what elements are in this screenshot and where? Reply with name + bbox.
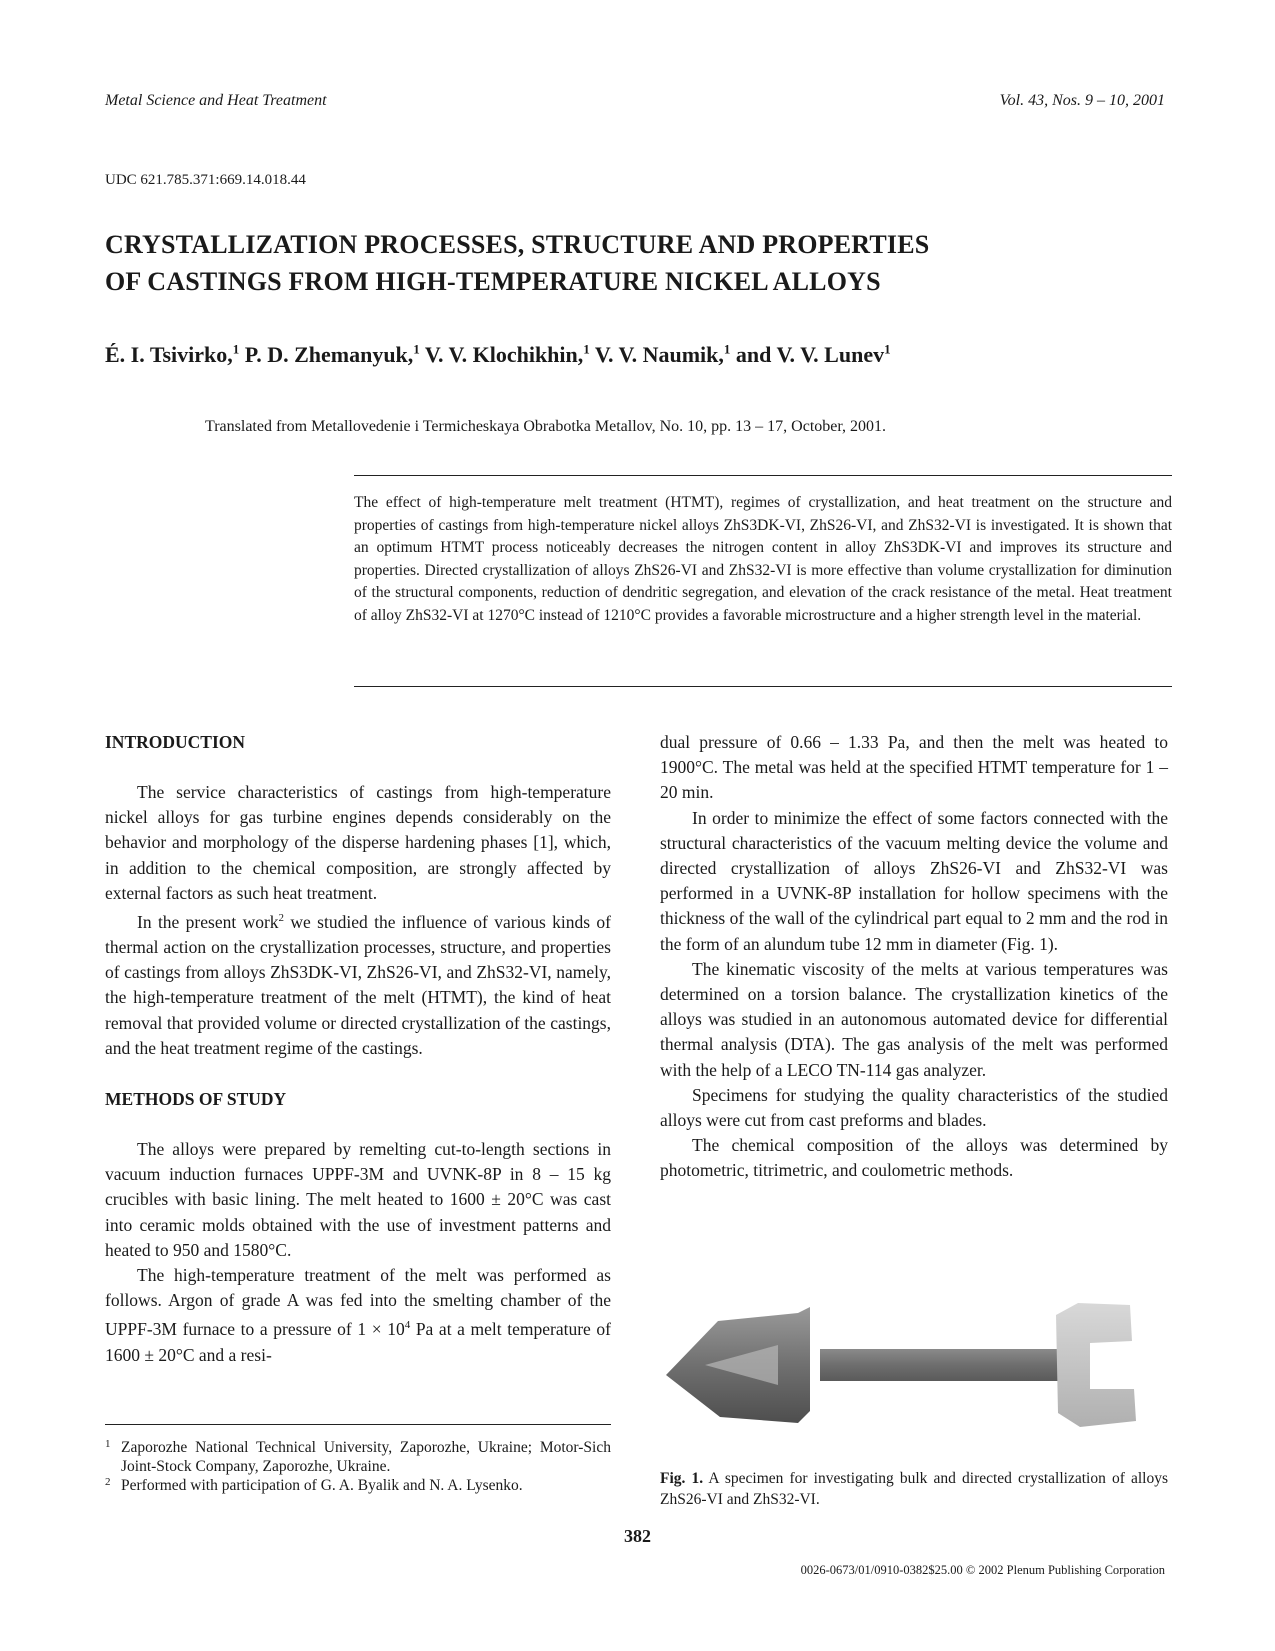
paragraph-text: we studied the influence of various kinds of thermal action on the crystallization processes, structure, and properties of castings from alloys ZhS3DK-VI, ZhS26-VI, and ZhS32-VI, namely, the high-temperature treatment of the melt (HTMT), the kind of heat removal that provided volume or directed crystallization of the castings, and the heat treatment regime of the castings. (105, 911, 611, 1058)
author (245, 342, 420, 367)
specimen-rod (820, 1349, 1070, 1381)
translation-note: Translated from Metallovedenie i Termicheskaya Obrabotka Metallov, No. 10, pp. 13 – 17, October, 2001. (205, 418, 887, 435)
title-line-1: CRYSTALLIZATION PROCESSES, STRUCTURE AND PROPERTIES (105, 230, 930, 259)
affiliation-mark: 1 (884, 342, 891, 357)
author-name: P. D. Zhemanyuk, (244, 342, 414, 368)
paragraph-text: Pa at a melt temperature of 1600 ± 20°C and a resi- (105, 1319, 611, 1365)
paragraph (105, 1263, 611, 1368)
author-name: É. I. Tsivirko, (105, 342, 233, 368)
footnote-rule (105, 1424, 611, 1425)
affiliation-mark: 1 (583, 342, 590, 357)
footnote-mark: 1 (105, 1438, 111, 1450)
paragraph: Specimens for studying the quality characteristics of the studied alloys were cut from cast preforms and blades. (660, 1084, 1168, 1131)
title-line-2: OF CASTINGS FROM HIGH-TEMPERATURE NICKEL ALLOYS (105, 267, 881, 296)
volume-info: Vol. 43, Nos. 9 – 10, 2001 (999, 92, 1165, 109)
footnote (105, 1476, 611, 1495)
author (736, 342, 891, 367)
author-name: and V. V. Lunev (735, 342, 885, 368)
paragraph-text: The high-temperature treatment of the melt was performed as follows. Argon of grade A was fed into the smelting chamber of the UPPF-3M furnace to a pressure of 1 × 10 (105, 1265, 611, 1340)
footnote-mark: 2 (105, 1476, 111, 1488)
affiliation-mark: 1 (723, 342, 731, 357)
figure-label: Fig. 1. (660, 1470, 704, 1487)
author (595, 342, 731, 367)
author-name: V. V. Klochikhin, (424, 342, 584, 368)
abstract-bottom-rule (354, 686, 1172, 687)
footnote-text: Performed with participation of G. A. Byalik and N. A. Lysenko. (121, 1477, 523, 1494)
author-name: V. V. Naumik, (594, 342, 724, 368)
footnote (105, 1438, 611, 1476)
specimen-figure (660, 1293, 1168, 1458)
paragraph-text: In the present work (137, 911, 279, 932)
section-heading-methods: METHODS OF STUDY (105, 1089, 287, 1110)
footnote-ref: 2 (278, 912, 285, 925)
abstract-top-rule (354, 475, 1172, 476)
paragraph: The service characteristics of castings from high-temperature nickel alloys for gas turbine engines depends considerably on the behavior and morphology of the disperse hardening phases [1], which, in addition to the chemical composition, are strongly affected by external factors as such heat treatment. (105, 782, 611, 903)
author-list (105, 342, 891, 368)
affiliation-mark: 1 (232, 342, 240, 357)
section-heading-introduction: INTRODUCTION (105, 732, 246, 752)
exponent: 4 (404, 1319, 411, 1332)
specimen-right-notch (1098, 1345, 1136, 1385)
author (105, 342, 239, 367)
figure-caption-text: A specimen for investigating bulk and directed crystallization of alloys ZhS26-VI and ZhS32-VI. (660, 1470, 1168, 1508)
page-number: 382 (624, 1526, 651, 1546)
paragraph: dual pressure of 0.66 – 1.33 Pa, and then the melt was heated to 1900°C. The metal was held at the specified HTMT temperature for 1 – 20 min. (660, 732, 1168, 803)
footnote-text: Zaporozhe National Technical University, Zaporozhe, Ukraine; Motor-Sich Joint-Stock Company, Zaporozhe, Ukraine. (121, 1439, 611, 1475)
footnotes (105, 1438, 611, 1495)
right-column (660, 730, 1168, 1184)
abstract: The effect of high-temperature melt treatment (HTMT), regimes of crystallization, and heat treatment on the structure and properties of castings from high-temperature nickel alloys ZhS3DK-VI, ZhS26-VI, and ZhS32-VI is investigated. It is shown that an optimum HTMT process noticeably decreases the nitrogen content in alloy ZhS3DK-VI and improves its structure and properties. Directed crystallization of alloys ZhS26-VI and ZhS32-VI is more effective than volume crystallization for diminution of the structural components, reduction of dendritic segregation, and elevation of the crack resistance of the metal. Heat treatment of alloy ZhS32-VI at 1270°C instead of 1210°C provides a favorable microstructure and a higher strength level in the material. (354, 494, 1172, 624)
affiliation-mark: 1 (413, 342, 420, 357)
paragraph (105, 906, 611, 1061)
copyright-line: 0026-0673/01/0910-0382$25.00 © 2002 Plenum Publishing Corporation (800, 1563, 1165, 1577)
paragraph: The chemical composition of the alloys was determined by photometric, titrimetric, and coulometric methods. (660, 1135, 1168, 1181)
left-column (105, 730, 611, 1368)
author (425, 342, 590, 367)
figure-caption (660, 1468, 1168, 1510)
paragraph: The alloys were prepared by remelting cut-to-length sections in vacuum induction furnaces UPPF-3M and UVNK-8P in 8 – 15 kg crucibles with basic lining. The melt heated to 1600 ± 20°C was cast into ceramic molds obtained with the use of investment patterns and heated to 950 and 1580°C. (105, 1139, 611, 1260)
udc-code: UDC 621.785.371:669.14.018.44 (105, 172, 306, 188)
paper-title (105, 226, 1105, 300)
paragraph: The kinematic viscosity of the melts at various temperatures was determined on a torsion balance. The crystallization kinetics of the alloys was studied in an autonomous automated device for differential thermal analysis (DTA). The gas analysis of the melt was performed with the help of a LECO TN-114 gas analyzer. (660, 958, 1168, 1080)
journal-name: Metal Science and Heat Treatment (105, 92, 327, 109)
paragraph: In order to minimize the effect of some factors connected with the structural characteristics of the vacuum melting device the volume and directed crystallization of alloys ZhS26-VI and ZhS32-VI was performed in a UVNK-8P installation for hollow specimens with the thickness of the wall of the cylindrical part equal to 2 mm and the rod in the form of an alundum tube 12 mm in diameter (Fig. 1). (660, 807, 1168, 954)
